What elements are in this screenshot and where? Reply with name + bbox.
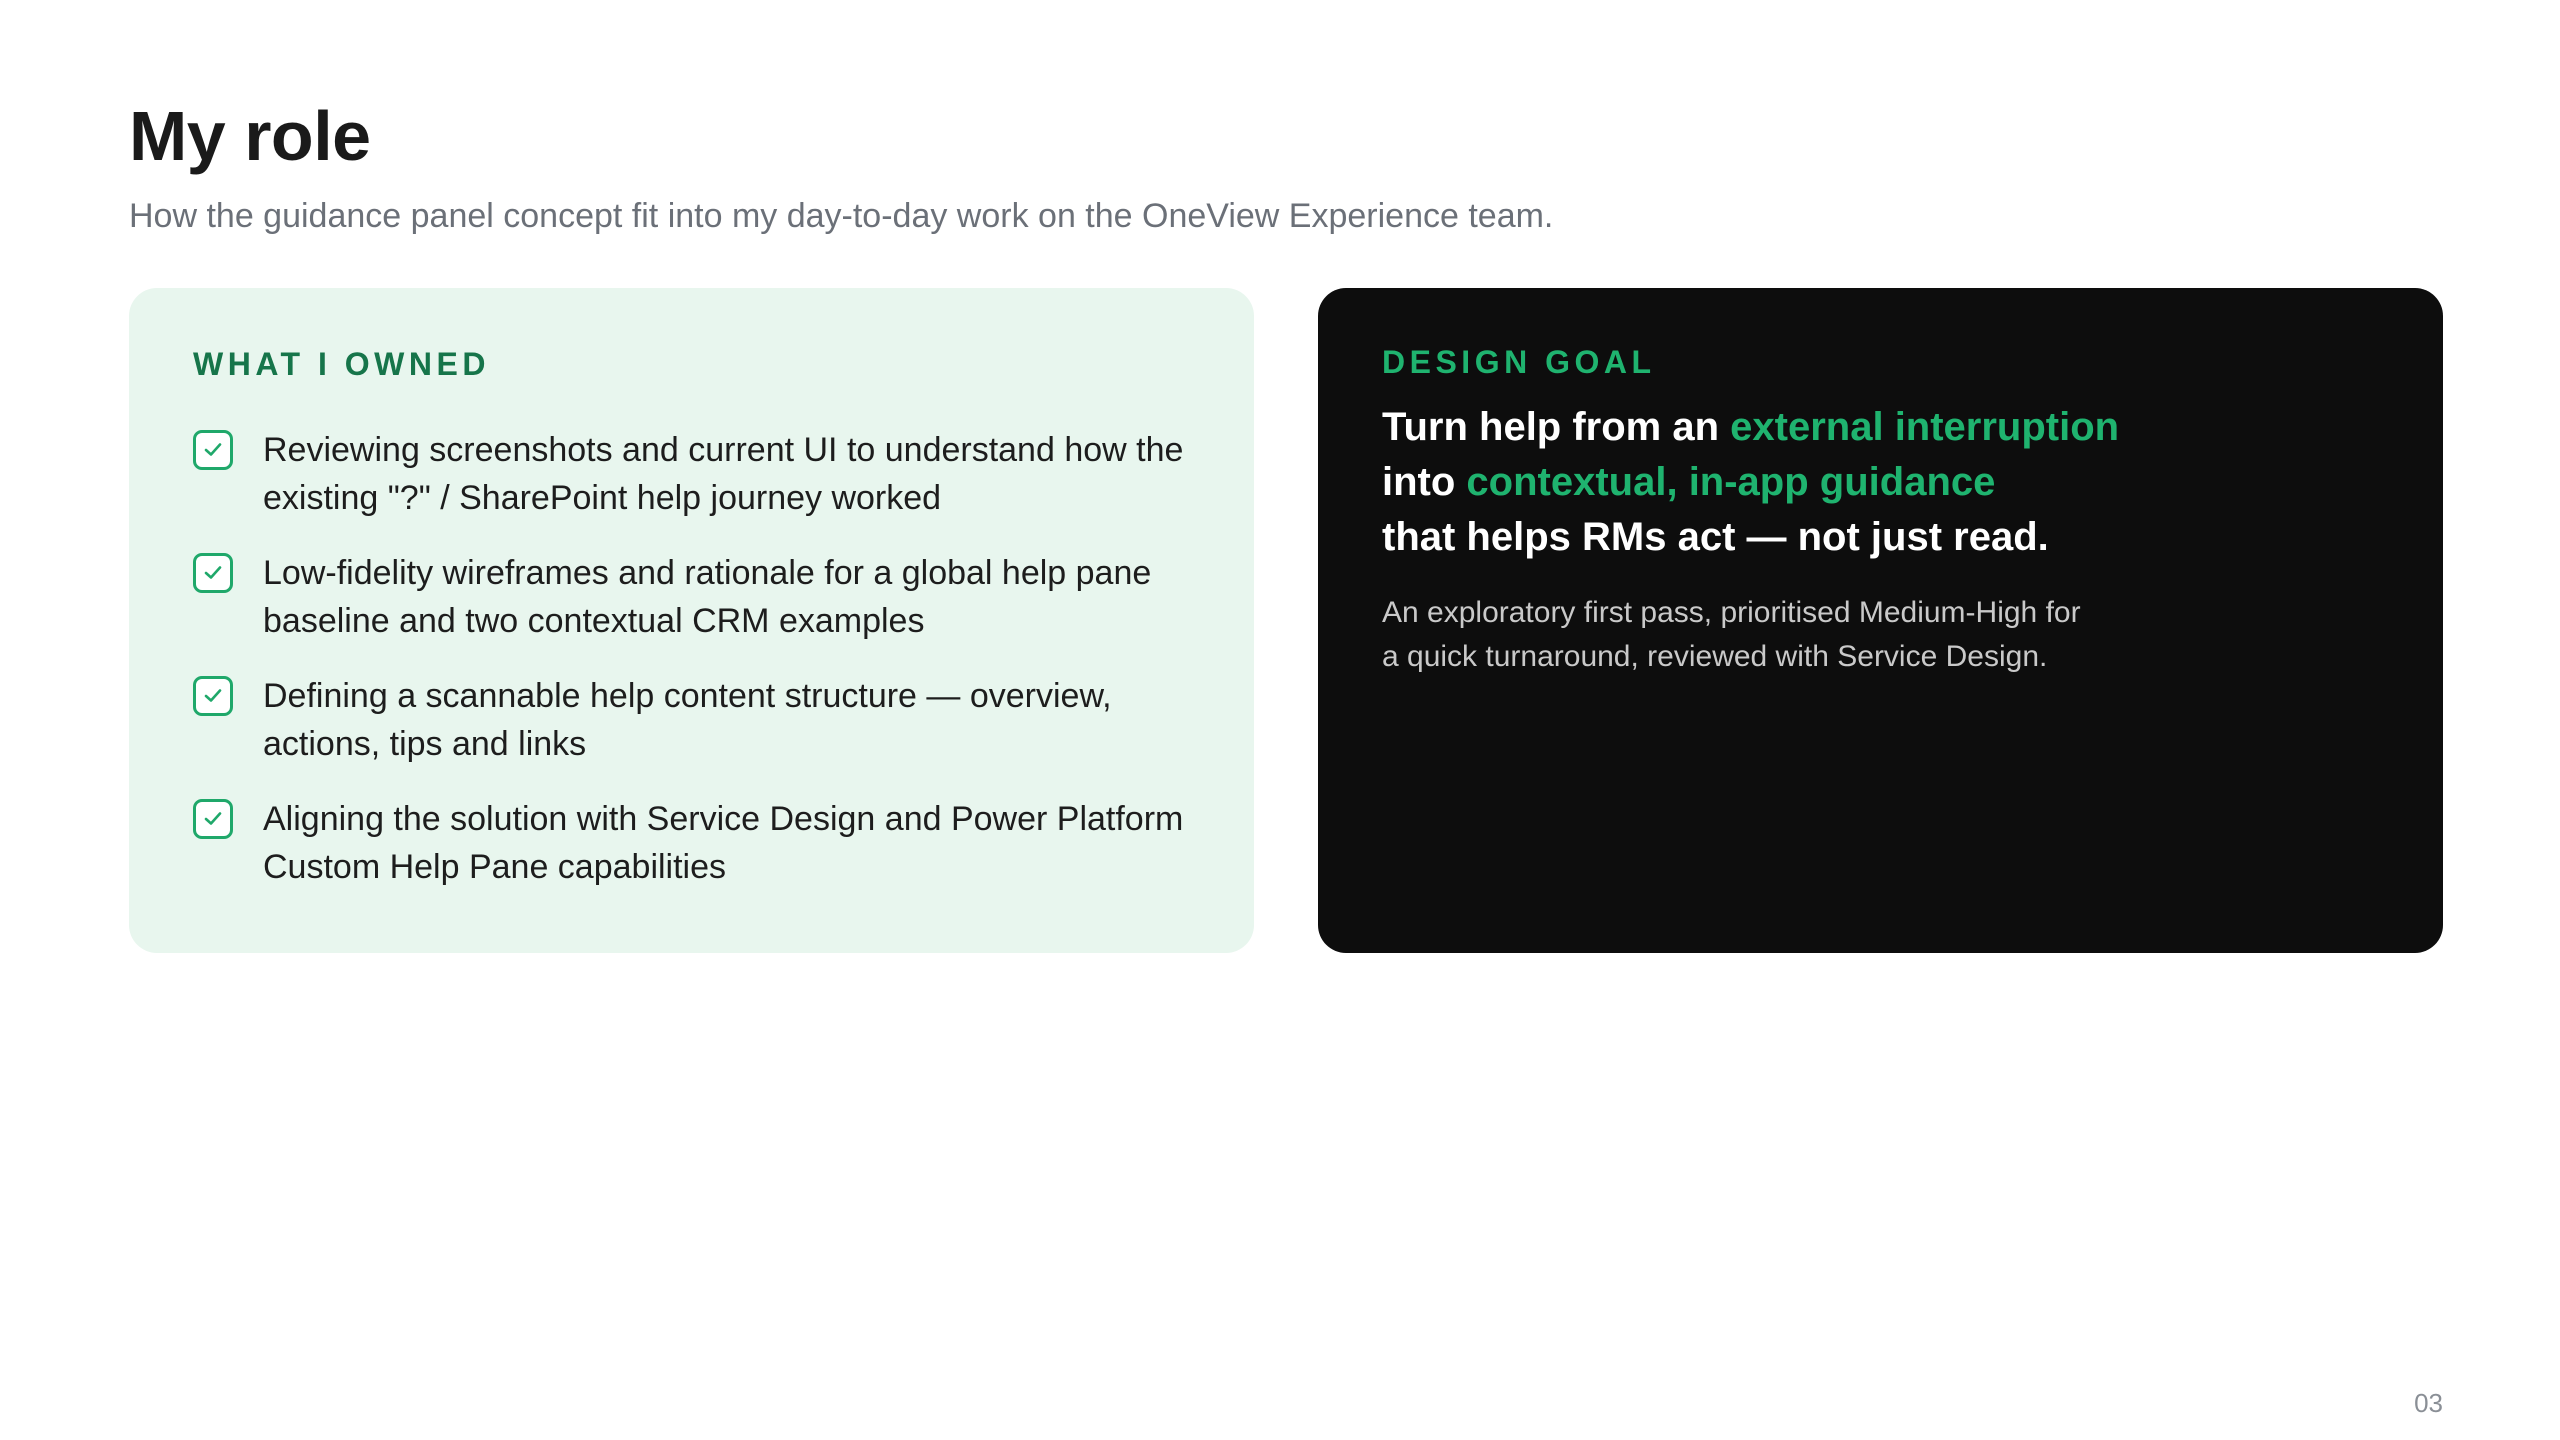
owned-item [193,549,1203,645]
headline-text: Turn help from an [1382,405,1731,449]
owned-item-text: Defining a scannable help content structure — overview, actions, tips and links [263,677,1112,763]
owned-item [193,795,1203,891]
page-number: 03 [2414,1388,2443,1418]
check-icon [193,553,233,593]
page-title: My role [129,97,371,175]
check-icon-glyph [204,565,222,580]
what-i-owned-card [129,288,1254,953]
check-icon [193,799,233,839]
goal-body-line: a quick turnaround, reviewed with Service Design. [1382,640,2048,673]
check-icon [193,430,233,470]
headline-accent-text: external interruption [1730,405,2120,449]
headline-accent-text: contextual, in-app guidance [1466,460,1996,504]
check-icon-glyph [204,442,222,457]
design-goal-heading: DESIGN GOAL [1382,344,1656,380]
goal-body-line: An exploratory first pass, prioritised Medium-High for [1382,596,2081,629]
page-subtitle: How the guidance panel concept fit into my day-to-day work on the OneView Experience team. [129,197,1554,235]
owned-item [193,672,1203,768]
check-icon [193,676,233,716]
design-goal-card [1318,288,2443,953]
check-icon-glyph [204,811,222,826]
check-icon-glyph [204,688,222,703]
owned-item-text: Low-fidelity wireframes and rationale for a global help pane baseline and two contextual CRM examples [263,554,1152,640]
what-i-owned-heading: WHAT I OWNED [193,346,490,382]
owned-item [193,426,1203,522]
owned-list [193,426,1203,918]
headline-text: into [1382,460,1467,504]
headline-text: that helps RMs act — not just read. [1382,515,2049,559]
owned-item-text: Reviewing screenshots and current UI to understand how the existing "?" / SharePoint help journey worked [263,431,1184,517]
design-goal-body [1382,591,2182,679]
design-goal-headline [1382,400,2382,565]
owned-item-text: Aligning the solution with Service Design and Power Platform Custom Help Pane capabilities [263,800,1184,886]
